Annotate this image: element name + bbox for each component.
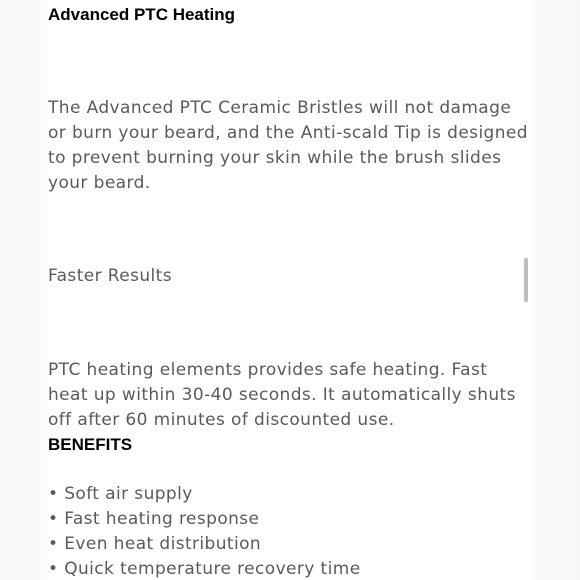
ptc-heating-paragraph: The Advanced PTC Ceramic Bristles will not damage or burn your beard, and the Anti-scald Tip is designed to prevent burning your skin while the brush slides your beard. (48, 98, 528, 193)
section-heading-ptc-heating: Advanced PTC Heating (48, 5, 236, 24)
faster-results-subheading: Faster Results (48, 266, 172, 286)
right-gutter (532, 0, 580, 580)
list-item: • Soft air supply (48, 484, 193, 504)
scrollbar-thumb[interactable] (524, 258, 528, 302)
list-item: • Even heat distribution (48, 534, 262, 554)
faster-results-paragraph: PTC heating elements provides safe heating. Fast heat up within 30-40 seconds. It automatically shuts off after 60 minutes of discounted use. (48, 360, 516, 430)
left-gutter (0, 0, 48, 580)
benefits-list (48, 482, 361, 580)
benefits-heading: BENEFITS (48, 435, 133, 454)
list-item: • Quick temperature recovery time (48, 559, 361, 579)
list-item: • Fast heating response (48, 509, 260, 529)
